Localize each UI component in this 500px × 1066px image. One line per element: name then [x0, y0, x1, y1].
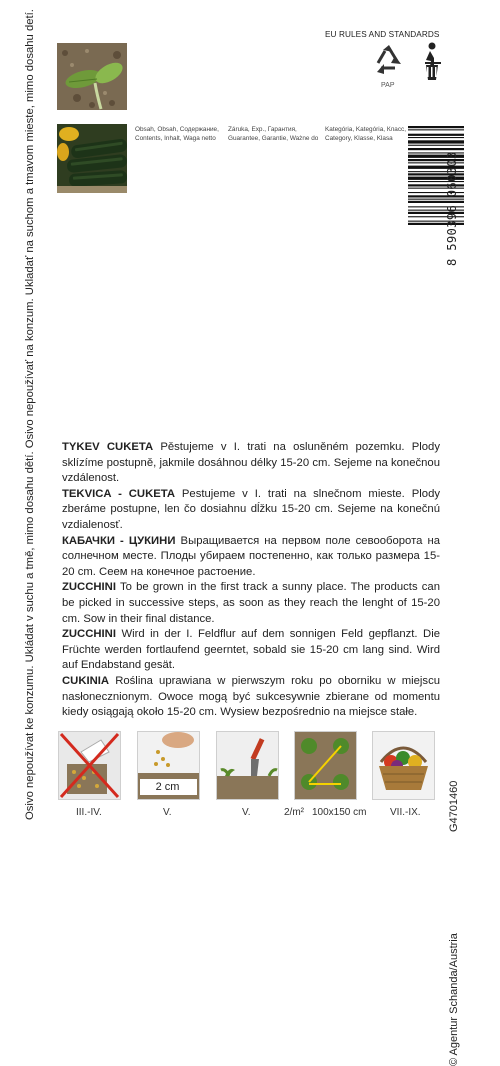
lang-label: TYKEV CUKETA: [62, 441, 154, 453]
barcode-bar: [408, 137, 464, 138]
copyright-text: © Agentur Schanda/Austria: [448, 933, 460, 1066]
contents-label-line2: Contents, Inhalt, Waga netto: [135, 134, 216, 142]
barcode-bar: [408, 140, 464, 143]
plant-spacing-icon: [294, 731, 357, 800]
lang-text: Wird in der I. Feldflur auf dem sonnigen Feld gepflanzt. Die Früchte werden fortlaufend geerntet, sobald sie 15-20 cm lang sind. Wird auf Endabstand gesät.: [62, 628, 440, 672]
contents-label: [135, 126, 219, 143]
indoor-sowing-crossed-icon: [58, 731, 121, 800]
guarantee-label-line2: Guarantee, Garantie, Ważne do: [228, 134, 319, 142]
guarantee-label-line1: Záruka, Exp., Гарантия,: [228, 126, 297, 133]
lang-text: Pestujeme v I. trati na slnečnom mieste. Plody zberáme postupne, len čo dosiahnu dĺžku 15-20 cm. Sejeme na konečnú vzdialenosť.: [62, 487, 440, 531]
category-label-line1: Kategória, Kategória, Класс,: [325, 126, 406, 133]
barcode-bar: [408, 134, 464, 136]
harvest-month-label: VII.-IX.: [390, 807, 421, 818]
barcode-bar: [408, 129, 464, 130]
lang-label: CUKINIA: [62, 674, 110, 687]
lang-text: To be grown in the first track a sunny place. The products can be picked in successive steps, as soon as they reach the lenght of 15-20 cm. Sow in their final distance.: [62, 581, 440, 625]
planting-out-icon: [216, 731, 279, 800]
description-paragraph: [62, 674, 440, 721]
barcode-bar: [408, 126, 464, 128]
barcode-digits: 8 590396 060303: [445, 151, 459, 266]
pap-label: PAP: [381, 82, 395, 89]
barcode-digits-box: [445, 151, 459, 416]
description-paragraph: [62, 627, 440, 674]
category-label: [325, 126, 406, 143]
product-code: G4701460: [448, 780, 460, 832]
trash-bin-icon: [417, 42, 447, 82]
lang-text: Выращивается на первом поле севооборота на солнечном месте. Плоды убираем постепенно, как только размера 15-20 cm. Сеем на конечное растоение.: [62, 534, 441, 578]
side-text-left-content: Osivo nepoužívat ke konzumu. Ukládat v suchu a tmě, mimo dosahu dětí. Osivo nepoužívať na konzum. Ukladať na suchom a tmavom mieste, mimo dosahu detí.: [24, 9, 36, 820]
description-paragraph: [62, 580, 440, 627]
description-paragraph: [62, 487, 440, 534]
barcode-bar: [408, 145, 464, 146]
seedling-photo: [57, 43, 127, 110]
barcode-bar: [408, 148, 464, 150]
eu-rules-title: EU RULES AND STANDARDS: [325, 30, 440, 39]
zucchini-photo: [57, 124, 127, 193]
sowing-depth-label: 2 cm: [155, 781, 180, 793]
description-block: [62, 440, 440, 721]
guarantee-label: [228, 126, 318, 143]
lang-label: TEKVICA - CUKETA: [62, 487, 175, 500]
harvest-basket-icon: [372, 731, 435, 800]
planting-month-label: V.: [242, 807, 251, 818]
spacing-label: 100x150 cm: [312, 807, 367, 818]
side-text-left: [22, 9, 38, 820]
depth-month-label: V.: [163, 807, 172, 818]
description-paragraph: [62, 534, 440, 581]
description-paragraph: [62, 440, 440, 487]
sowing-month-label: III.-IV.: [76, 807, 102, 818]
category-label-line2: Category, Klasse, Klasa: [325, 134, 393, 142]
lang-label: ZUCCHINI: [62, 581, 116, 594]
contents-label-line1: Obsah, Obsah, Содержание,: [135, 126, 219, 133]
lang-label: КАБАЧКИ - ЦУКИНИ: [62, 534, 176, 547]
lang-label: ZUCCHINI: [62, 628, 116, 641]
lang-text: Pěstujeme v I. trati na osluněném pozemku. Plody sklízíme postupně, jakmile dosáhnou délky 15-20 cm. Sejeme na konečnou vzdálenost.: [62, 441, 440, 485]
plants-per-m2-label: 2/m²: [284, 807, 304, 818]
lang-text: Roślina uprawiana w pierwszym roku po oborniku w miejscu nasłonecznionym. Owoce mogą być sukcesywnie zbierane od momentu kiedy osiągają około 15-20 cm. Wysiew bezpośrednio na miejsce stałe.: [62, 674, 440, 719]
